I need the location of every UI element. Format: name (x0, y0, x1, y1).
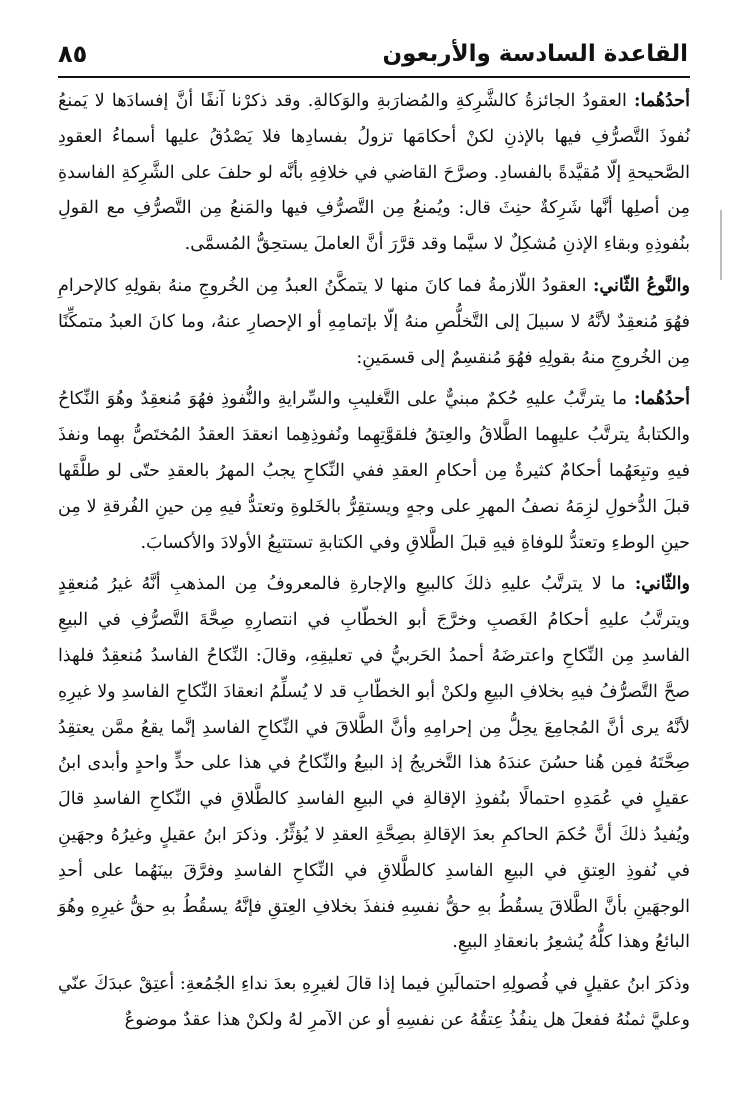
paragraph-lead: والثّاني: (634, 574, 690, 595)
page-number: ٨٥ (58, 40, 88, 68)
paragraph-1 (58, 84, 690, 263)
running-title: القاعدة السادسة والأربعون (382, 41, 688, 67)
paragraph-text: ما يترتَّبُ عليهِ حُكمٌ مبنيٌّ على التَّغليبِ والسِّرايةِ والنُّفوذِ فهُوَ مُنعقِدٌ وهُوَ النِّكاحُ والكتابةُ يترتَّبُ عليهِما الطَّلاقُ والعِتقُ فلقوَّتِهِما ونُفوذِهِما انعقدَ العقدُ المُختَصُّ بهِما ونفذَ فيهِ وتبِعَهُما أحكامٌ كثيرةٌ مِن أحكامِ العقدِ ففي النِّكاحِ يجبُ المهرُ بالعقدِ حتّى لو طلَّقَها قبلَ الدُّخولِ لزِمَهُ نصفُ المهرِ على وجهٍ ويستقِرُّ بالخَلوةِ وتعتدُّ فيهِ مِن حينِ الفُرقةِ لا مِن حينِ الوطءِ وتعتدُّ للوفاةِ فيهِ قبلَ الطَّلاقِ وفي الكتابةِ تستتبِعُ الأولادَ والأكسابَ. (58, 389, 690, 553)
paragraph-text: العقودُ الجائزةُ كالشَّرِكةِ والمُضارَبةِ والوَكالةِ. وقد ذكرْنا آنفًا أنَّ إفسادَها لا يَمنعُ نُفوذَ التَّصرُّفِ فيها بالإذنِ لكنْ أحكامَها تزولُ بفسادِها فلا يَصْدُقُ عليها أسماءُ العقودِ الصَّحيحةِ إلّا مُقيَّدةً بالفسادِ. وصرَّحَ القاضي في خلافِهِ بأنَّه لو حلفَ على الشَّرِكةِ الفاسدةِ مِن أصلِها أنَّها شَرِكةٌ حنِثَ قال: ويُمنعُ مِن التَّصرُّفِ فيها والمَنعُ مِن التَّصرُّفِ مع القولِ بنُفوذِهِ وبقاءِ الإذنِ مُشكِلٌ لا سيَّما وقد قرَّرَ أنَّ العاملَ يستحِقُّ المُسمَّى. (58, 91, 690, 255)
paragraph-2 (58, 269, 690, 376)
paragraph-lead: والنَّوعُ الثّاني: (592, 275, 690, 296)
paragraph-4 (58, 567, 690, 961)
header-rule (58, 76, 690, 78)
paragraph-lead: أحدُهُما: (633, 389, 690, 410)
page-body (58, 84, 690, 1039)
paragraph-5 (58, 967, 690, 1039)
paragraph-lead: أحدُهُما: (633, 91, 690, 111)
page-header (58, 34, 688, 74)
paragraph-text: وذكرَ ابنُ عقيلٍ في فُصولِهِ احتمالَينِ فيما إذا قالَ لغيرِهِ بعدَ نداءِ الجُمُعةِ: أعتِقْ عبدَكَ عنّي وعليَّ ثمنُهُ ففعلَ هل ينفُذُ عِتقُهُ عن نفسِهِ أو عن الآمرِ لهُ ولكنْ هذا عقدٌ موضوعٌ (58, 974, 690, 1030)
paragraph-3 (58, 382, 690, 561)
paragraph-text: العقودُ اللّازمةُ فما كانَ منها لا يتمكَّنُ العبدُ مِن الخُروجِ منهُ بقولِهِ كالإحرامِ فهُوَ مُنعقِدٌ لأنَّهُ لا سبيلَ إلى التَّخلُّصِ منهُ إلّا بإتمامِهِ أو الإحصارِ عنهُ، وما كانَ العبدُ متمكِّنًا مِن الخُروجِ منهُ بقولِهِ فهُوَ مُنقسِمٌ إلى قسمَينِ: (58, 275, 690, 368)
scan-margin-mark (720, 210, 722, 280)
paragraph-text: ما لا يترتَّبُ عليهِ ذلكَ كالبيعِ والإجارةِ فالمعروفُ مِن المذهبِ أنَّهُ غيرُ مُنعقِدٍ ويترتَّبُ عليهِ أحكامُ الغَصبِ وخرَّجَ أبو الخطّابِ في انتصارِهِ صِحَّةَ التَّصرُّفِ في البيعِ الفاسدِ مِن النِّكاحِ واعترضَهُ أحمدُ الحَربيُّ في تعليقِهِ، وقالَ: النِّكاحُ الفاسدُ مُنعقِدٌ فلهذا صحَّ التَّصرُّفُ فيهِ بخلافِ البيعِ ولكنْ أبو الخطّابِ قد لا يُسلِّمُ انعقادَ النِّكاحِ الفاسدِ ولا غيرِهِ لأنَّهُ يرى أنَّ المُجامِعَ يحِلُّ مِن إحرامِهِ وأنَّ الطَّلاقَ في النِّكاحِ الفاسدِ إنَّما يقعُ ممَّن يعتقِدُ صِحَّتَهُ فمِن هُنا حسُنَ عندَهُ هذا التَّخريجُ إذ البيعُ والنِّكاحُ في هذا على حدٍّ واحدٍ وأبدى ابنُ عقيلٍ في عُمَدِهِ احتمالًا بنُفوذِ الإقالةِ في البيعِ الفاسدِ كالطَّلاقِ في النِّكاحِ الفاسدِ قالَ ويُفيدُ ذلكَ أنَّ حُكمَ الحاكمِ بعدَ الإقالةِ بصِحَّةِ العقدِ لا يُؤثِّرُ. وذكرَ ابنُ عقيلٍ وغيرُهُ وجهَينِ في نُفوذِ العِتقِ في البيعِ الفاسدِ كالطَّلاقِ في النِّكاحِ الفاسدِ وفرَّقَ بينَهُما على أحدِ الوجهَينِ بأنَّ الطَّلاقَ يسقُطُ بهِ حقُّ نفسِهِ فنفذَ بخلافِ العِتقِ فإنَّهُ يسقُطُ بهِ حقُّ غيرِهِ وهُوَ البائعُ وهذا كلُّهُ يُشعِرُ بانعقادِ البيعِ. (58, 574, 690, 953)
